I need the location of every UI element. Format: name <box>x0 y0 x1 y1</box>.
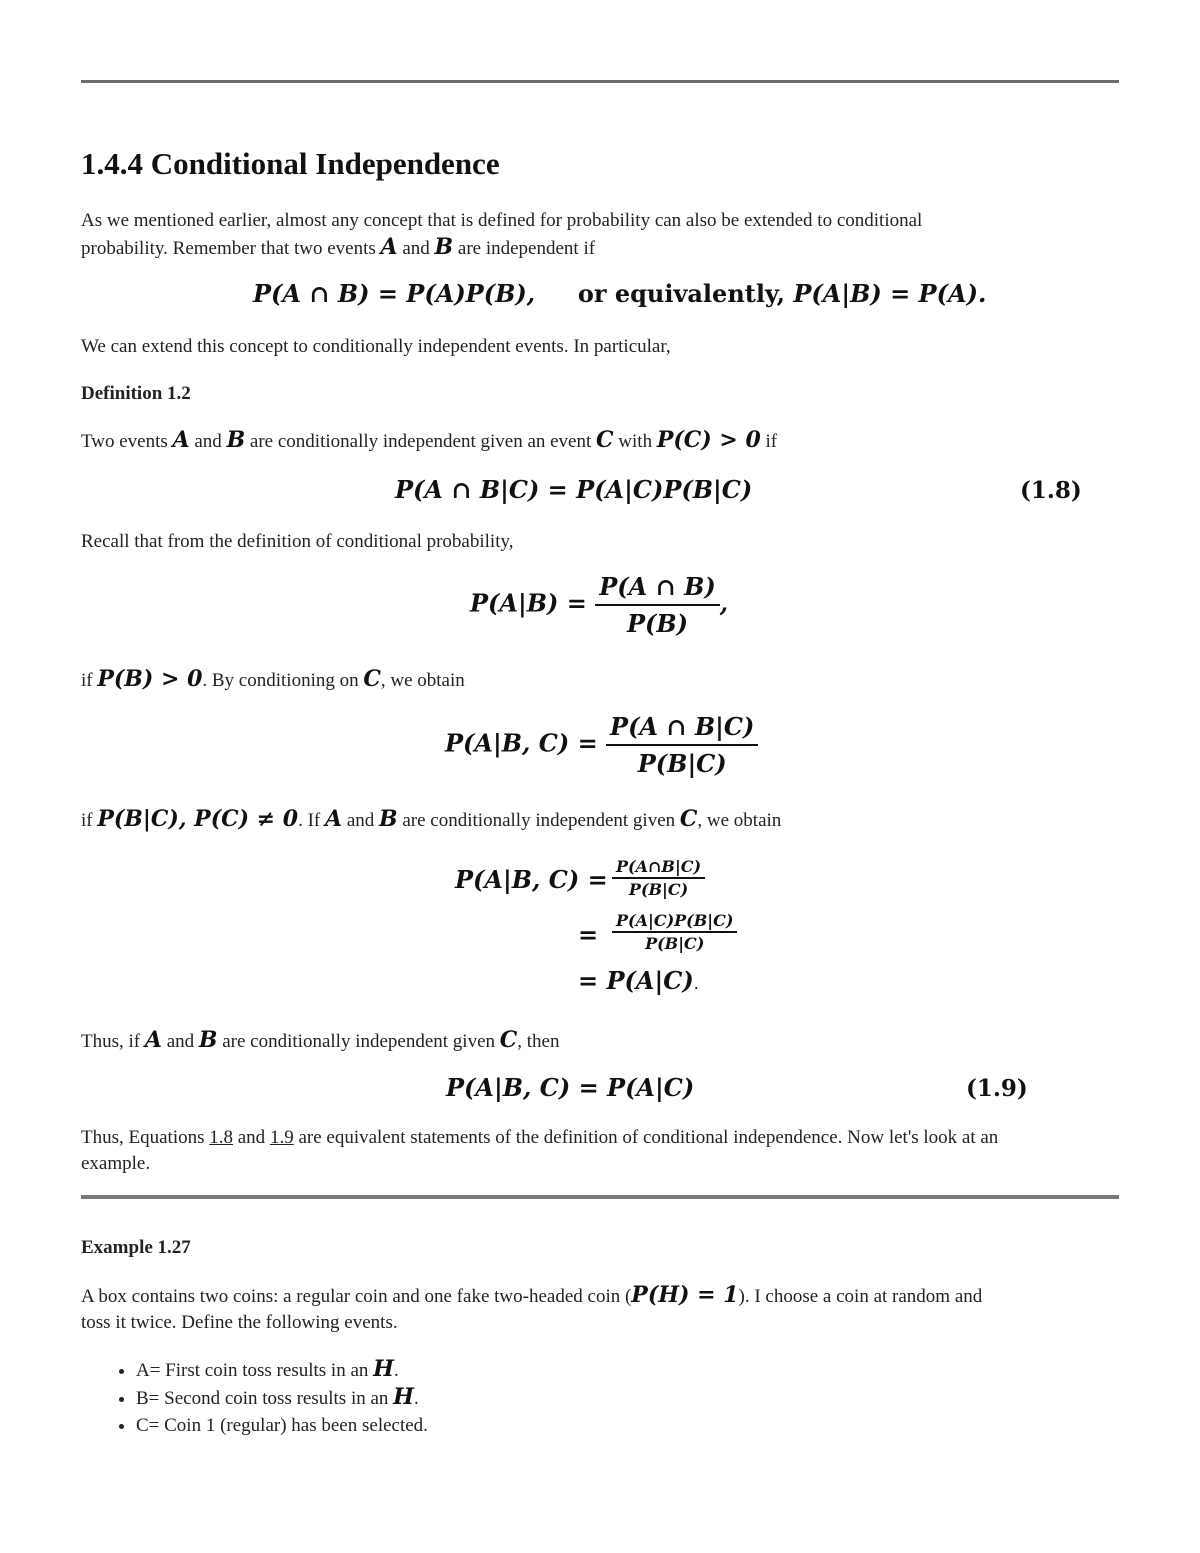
definition-text: Two events A and B are conditionally independent given an event C with P(C) > 0 if <box>81 427 778 453</box>
event-list <box>81 1356 428 1439</box>
intro-paragraph: As we mentioned earlier, almost any concept that is defined for probability can also be extended to conditional probability. Remember that two events A and B are independent if <box>81 210 923 260</box>
conditional-probability-equation: P(A|B) = $\frac{P(A \cap B)}{P(B)}$ , <box>470 572 729 638</box>
derivation-equals: = <box>578 920 599 949</box>
equation-1-8: P(A ∩ B|C) = P(A|C)P(B|C) <box>395 475 753 504</box>
derivation-lhs: P(A|B, C) = <box>455 865 608 894</box>
var-B: B <box>434 234 454 260</box>
link-equation-1-9[interactable]: 1.9 <box>269 1127 294 1148</box>
var-A: A <box>380 234 398 260</box>
recall-paragraph: Recall that from the definition of conditional probability, <box>81 531 514 552</box>
derivation-result: = P(A|C). <box>578 966 699 995</box>
conditioning-paragraph: if P(B) > 0. By conditioning on C, we obtain <box>81 666 465 692</box>
top-divider <box>81 80 1119 83</box>
fraction: $\frac{P(A \cap B|C)}{P(B|C)}$ <box>606 712 758 778</box>
list-item: • C= Coin 1 (regular) has been selected. <box>136 1412 428 1439</box>
derivation-fraction-1: $\frac{P(A\cap B|C)}{P(B|C)}$ <box>612 857 705 899</box>
section-divider <box>81 1195 1119 1199</box>
PH-equals-1: P(H) = 1 <box>631 1282 739 1308</box>
conditioned-equation: P(A|B, C) = $\frac{P(A \cap B|C)}{P(B|C)}$ <box>445 712 758 778</box>
fraction: $\frac{P(A \cap B)}{P(B)}$ <box>595 572 719 638</box>
list-item: • A= First coin toss results in an H. <box>136 1356 428 1384</box>
equivalence-paragraph: Thus, Equations 1.8 and 1.9 are equivalent statements of the definition of conditional independence. Now let's look at an example. <box>81 1127 999 1174</box>
link-equation-1-8[interactable]: 1.8 <box>209 1127 233 1148</box>
list-item: • B= Second coin toss results in an H. <box>136 1384 428 1412</box>
intro-line1: As we mentioned earlier, almost any concept that is defined for probability can also be extended to conditional <box>81 210 923 231</box>
equation-number-1-9: (1.9) <box>966 1075 1028 1102</box>
thus-paragraph: Thus, if A and B are conditionally independent given C, then <box>81 1027 560 1053</box>
if-condition-paragraph: if P(B|C), P(C) ≠ 0. If A and B are conditionally independent given C, we obtain <box>81 806 782 832</box>
example-text: A box contains two coins: a regular coin and one fake two-headed coin (P(H) = 1). I choose a coin at random and toss it twice. Define the following events. <box>81 1282 983 1333</box>
extend-paragraph: We can extend this concept to conditionally independent events. In particular, <box>81 336 671 357</box>
section-title: 1.4.4 Conditional Independence <box>81 146 500 181</box>
independence-equation: P(A ∩ B) = P(A)P(B), or equivalently, P(A|B) = P(A). <box>253 279 987 308</box>
derivation-fraction-2: $\frac{P(A|C)P(B|C)}{P(B|C)}$ <box>612 911 737 953</box>
example-label: Example 1.27 <box>81 1237 191 1258</box>
condition-PC-positive: P(C) > 0 <box>656 427 761 453</box>
equation-1-9: P(A|B, C) = P(A|C) <box>446 1073 695 1102</box>
definition-label: Definition 1.2 <box>81 383 191 404</box>
equation-number-1-8: (1.8) <box>1020 477 1082 504</box>
